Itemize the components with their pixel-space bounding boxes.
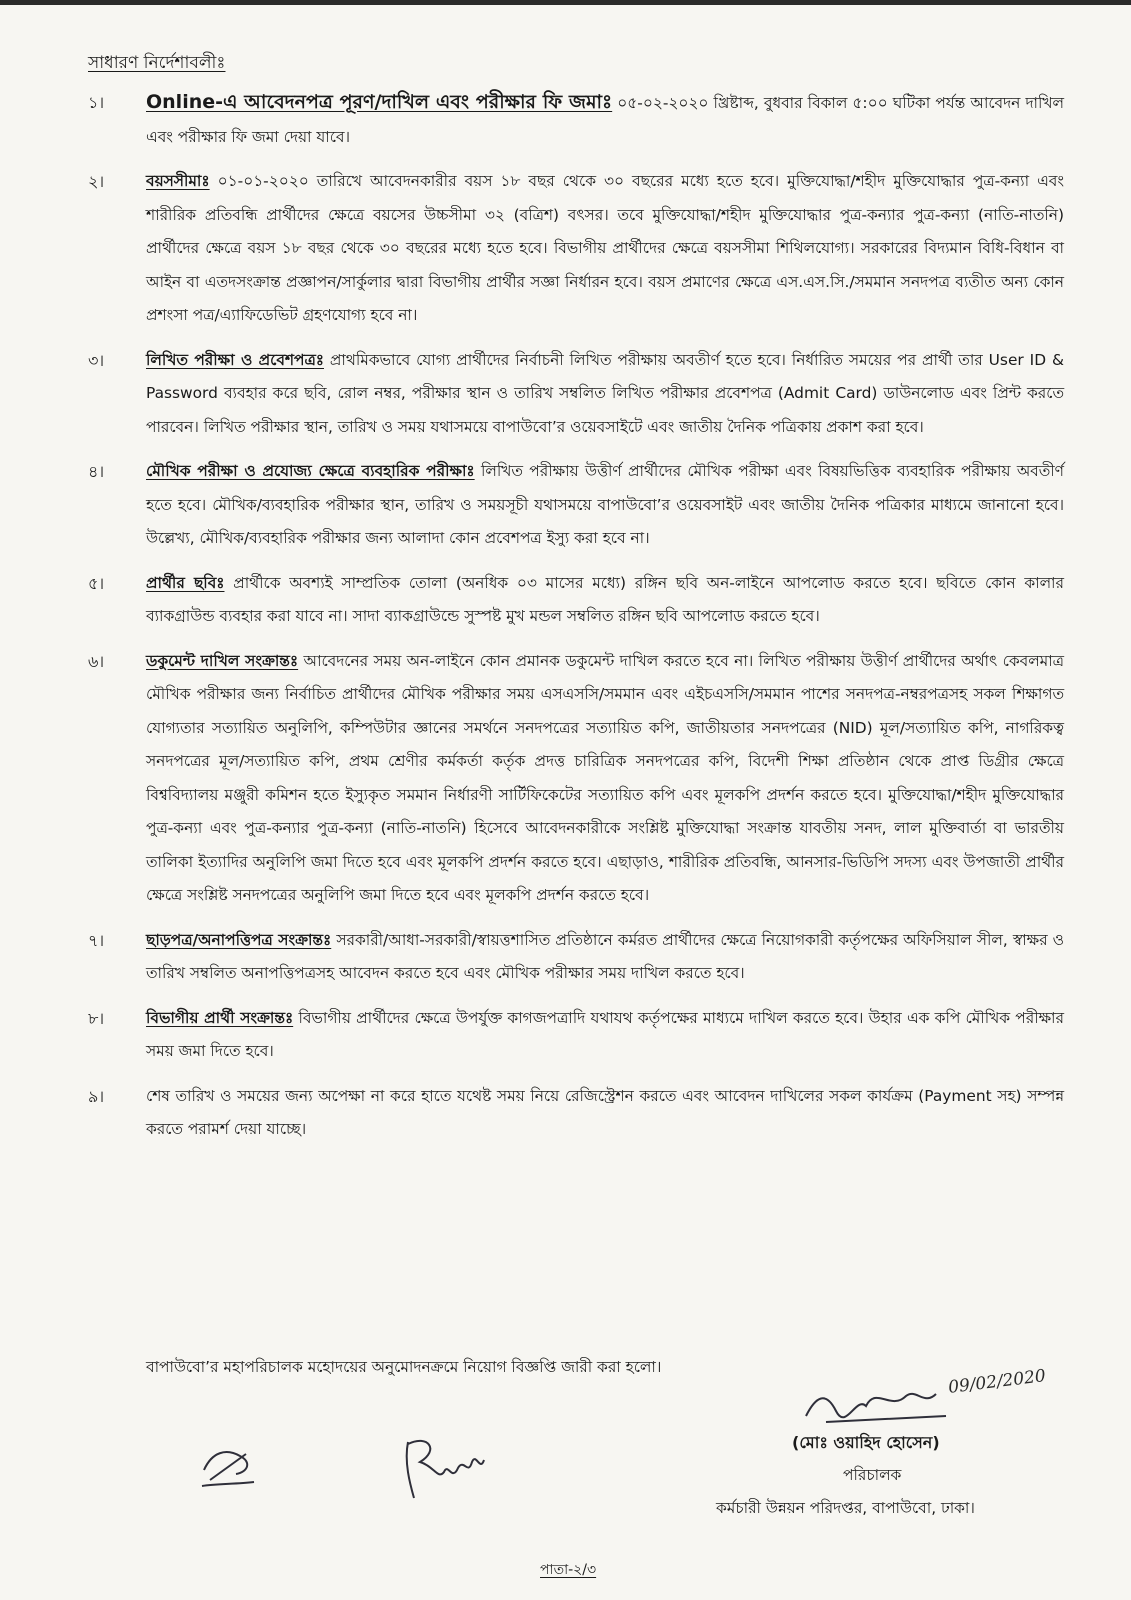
signatory-office: কর্মচারী উন্নয়ন পরিদপ্তর, বাপাউবো, ঢাকা।	[716, 1499, 975, 1517]
instruction-item	[88, 86, 1064, 154]
item-number: ৯।	[88, 1086, 105, 1106]
initial-signature-1	[196, 1440, 260, 1490]
page-number: পাতা-২/৩	[540, 1562, 597, 1578]
instruction-list	[88, 86, 1064, 1158]
item-body	[146, 344, 1064, 445]
item-label: প্রার্থীর ছবিঃ	[146, 573, 225, 592]
item-label: ডকুমেন্ট দাখিল সংক্রান্তঃ	[146, 651, 299, 670]
section-heading: সাধারণ নির্দেশাবলীঃ	[88, 53, 226, 73]
instruction-item	[88, 1002, 1064, 1069]
item-body	[146, 165, 1064, 333]
instruction-item	[88, 645, 1064, 913]
item-text: প্রাথমিকভাবে যোগ্য প্রার্থীদের নির্বাচনী লিখিত পরীক্ষায় অবতীর্ণ হতে হবে। নির্ধারিত সময়ের পর প্রার্থী তার User ID & Password ব্যবহার করে ছবি, রোল নম্বর, পরীক্ষার স্থান ও তারিখ সম্বলিত লিখিত পরীক্ষার প্রবেশপত্র (Admit Card) ডাউনলোড এবং প্রিন্ট করতে পারবেন। লিখিত পরীক্ষার স্থান, তারিখ ও সময় যথাসময়ে বাপাউবো’র ওয়েবসাইটে এবং জাতীয় দৈনিক পত্রিকায় প্রকাশ করা হবে।	[146, 350, 1064, 436]
item-text: ০৫-০২-২০২০ খ্রিষ্টাব্দ, বুধবার বিকাল ৫:০০ ঘটিকা পর্যন্ত আবেদন দাখিল এবং পরীক্ষার ফি জমা দেয়া যাবে।	[146, 94, 1064, 146]
item-number: ৭।	[88, 930, 105, 950]
scan-top-border	[0, 0, 1131, 5]
item-text: শেষ তারিখ ও সময়ের জন্য অপেক্ষা না করে হাতে যথেষ্ট সময় নিয়ে রেজিস্ট্রেশন করতে এবং আবেদন দাখিলের সকল কার্যক্রম (Payment সহ) সম্পন্ন করতে পরামর্শ দেয়া যাচ্ছে।	[146, 1086, 1064, 1138]
item-body	[146, 455, 1064, 556]
instruction-item	[88, 924, 1064, 991]
item-text: প্রার্থীকে অবশ্যই সাম্প্রতিক তোলা (অনধিক ০৩ মাসের মধ্যে) রঙ্গিন ছবি অন-লাইনে আপলোড করতে হবে। ছবিতে কোন কালার ব্যাকগ্রাউন্ড ব্যবহার করা যাবে না। সাদা ব্যাকগ্রাউন্ডে সুস্পষ্ট মুখ মন্ডল সম্বলিত রঙ্গিন ছবি আপলোড করতে হবে।	[146, 573, 1064, 625]
item-number: ২।	[88, 172, 105, 191]
item-label: বয়সসীমাঃ	[146, 172, 210, 190]
item-body	[146, 924, 1064, 991]
item-label: ছাড়পত্র/অনাপত্তিপত্র সংক্রান্তঃ	[146, 930, 332, 949]
item-body	[146, 1080, 1064, 1147]
signatory-title: পরিচালক	[843, 1466, 902, 1484]
instruction-item	[88, 344, 1064, 445]
item-label: বিভাগীয় প্রার্থী সংক্রান্তঃ	[146, 1008, 294, 1027]
item-text: বিভাগীয় প্রার্থীদের ক্ষেত্রে উপর্যুক্ত কাগজপত্রাদি যথাযথ কর্তৃপক্ষের মাধ্যমে দাখিল করতে হবে। উহার এক কপি মৌখিক পরীক্ষার সময় জমা দিতে হবে।	[146, 1008, 1064, 1060]
instruction-item	[88, 455, 1064, 556]
item-number: ৪।	[88, 462, 105, 481]
item-label: মৌখিক পরীক্ষা ও প্রযোজ্য ক্ষেত্রে ব্যবহারিক পরীক্ষাঃ	[146, 462, 475, 480]
item-number: ৬।	[88, 651, 105, 671]
item-number: ৩।	[88, 350, 105, 370]
item-label: Online-এ আবেদনপত্র পূরণ/দাখিল এবং পরীক্ষার ফি জমাঃ	[146, 91, 613, 113]
item-number: ৫।	[88, 573, 105, 593]
approval-statement: বাপাউবো’র মহাপরিচালক মহোদয়ের অনুমোদনক্রমে নিয়োগ বিজ্ঞপ্তি জারী করা হলো।	[146, 1358, 662, 1376]
item-text: সরকারী/আধা-সরকারী/স্বায়ত্তশাসিত প্রতিষ্ঠানে কর্মরত প্রার্থীদের ক্ষেত্রে নিয়োগকারী কর্তৃপক্ষের অফিসিয়াল সীল, স্বাক্ষর ও তারিখ সম্বলিত অনাপত্তিপত্রসহ আবেদন করতে হবে এবং মৌখিক পরীক্ষার সময় দাখিল করতে হবে।	[146, 930, 1064, 982]
item-body	[146, 1002, 1064, 1069]
item-body	[146, 567, 1064, 634]
item-text: আবেদনের সময় অন-লাইনে কোন প্রমানক ডকুমেন্ট দাখিল করতে হবে না। লিখিত পরীক্ষায় উত্তীর্ণ প্রার্থীদের অর্থাৎ কেবলমাত্র মৌখিক পরীক্ষার জন্য নির্বাচিত প্রার্থীদের মৌখিক পরীক্ষার সময় এসএসসি/সমমান এবং এইচএসসি/সমমান পাশের সনদপত্র-নম্বরপত্রসহ সকল শিক্ষাগত যোগ্যতার সত্যায়িত অনুলিপি, কম্পিউটার জ্ঞানের সমর্থনে সনদপত্রের সত্যায়িত কপি, জাতীয়তার সনদপত্রের (NID) মূল/সত্যায়িত কপি, নাগরিকত্ব সনদপত্রের মূল/সত্যায়িত কপি, প্রথম শ্রেণীর কর্মকর্তা কর্তৃক প্রদত্ত চারিত্রিক সনদপত্রের কপি, বিদেশী শিক্ষা প্রতিষ্ঠান থেকে প্রাপ্ত ডিগ্রীর ক্ষেত্রে বিশ্ববিদ্যালয় মঞ্জুরী কমিশন হতে ইস্যুকৃত সমমান নির্ধারণী সার্টিফিকেটের সত্যায়িত কপি এবং মূলকপি প্রদর্শন করতে হবে। মুক্তিযোদ্ধা/শহীদ মুক্তিযোদ্ধার পুত্র-কন্যা এবং পুত্র-কন্যার পুত্র-কন্যা (নাতি-নাতনি) হিসেবে আবেদনকারীকে সংশ্লিষ্ট মুক্তিযোদ্ধা সংক্রান্ত যাবতীয় সনদ, লাল মুক্তিবার্তা বা ভারতীয় তালিকা ইত্যাদির অনুলিপি জমা দিতে হবে এবং মূলকপি প্রদর্শন করতে হবে। এছাড়াও, শারীরিক প্রতিবন্ধি, আনসার-ভিডিপি সদস্য এবং উপজাতী প্রার্থীর ক্ষেত্রে সংশ্লিষ্ট সনদপত্রের অনুলিপি জমা দিতে হবে এবং মূলকপি প্রদর্শন করতে হবে।	[146, 651, 1064, 904]
initial-signature-2	[394, 1432, 488, 1504]
instruction-item	[88, 1080, 1064, 1147]
instruction-item	[88, 165, 1064, 333]
item-body	[146, 645, 1064, 913]
item-number: ৮।	[88, 1008, 105, 1028]
item-label: লিখিত পরীক্ষা ও প্রবেশপত্রঃ	[146, 350, 324, 369]
instruction-item	[88, 567, 1064, 634]
item-number: ১।	[88, 93, 105, 112]
signatory-name: (মোঃ ওয়াহিদ হোসেন)	[792, 1433, 940, 1452]
signature-date: 09/02/2020	[947, 1366, 1047, 1398]
item-text: লিখিত পরীক্ষায় উত্তীর্ণ প্রার্থীদের মৌখিক পরীক্ষা এবং বিষয়ভিত্তিক ব্যবহারিক পরীক্ষায় অবতীর্ণ হতে হবে। মৌখিক/ব্যবহারিক পরীক্ষার স্থান, তারিখ ও সময়সূচী যথাসময়ে বাপাউবো’র ওয়েবসাইট এবং জাতীয় দৈনিক পত্রিকার মাধ্যমে জানানো হবে। উল্লেখ্য, মৌখিক/ব্যবহারিক পরীক্ষার জন্য আলাদা কোন প্রবেশপত্র ইস্যু করা হবে না।	[146, 462, 1064, 547]
item-text: ০১-০১-২০২০ তারিখে আবেদনকারীর বয়স ১৮ বছর থেকে ৩০ বছরের মধ্যে হতে হবে। মুক্তিযোদ্ধা/শহীদ মুক্তিযোদ্ধার পুত্র-কন্যা এবং শারীরিক প্রতিবন্ধি প্রার্থীদের ক্ষেত্রে বয়সের উচ্চসীমা ৩২ (বত্রিশ) বৎসর। তবে মুক্তিযোদ্ধা/শহীদ মুক্তিযোদ্ধার পুত্র-কন্যার পুত্র-কন্যা (নাতি-নাতনি) প্রার্থীদের ক্ষেত্রে বয়স ১৮ বছর থেকে ৩০ বছরের মধ্যে হতে হবে। বিভাগীয় প্রার্থীদের ক্ষেত্রে বয়সসীমা শিথিলযোগ্য। সরকারের বিদ্যমান বিধি-বিধান বা আইন বা এতদসংক্রান্ত প্রজ্ঞাপন/সার্কুলার দ্বারা বিভাগীয় প্রার্থীর সজ্ঞা নির্ধারন হবে। বয়স প্রমাণের ক্ষেত্রে এস.এস.সি./সমমান সনদপত্র ব্যতীত অন্য কোন প্রশংসা পত্র/এ্যাফিডেভিট গ্রহণযোগ্য হবে না।	[146, 172, 1064, 324]
item-body	[146, 86, 1064, 154]
